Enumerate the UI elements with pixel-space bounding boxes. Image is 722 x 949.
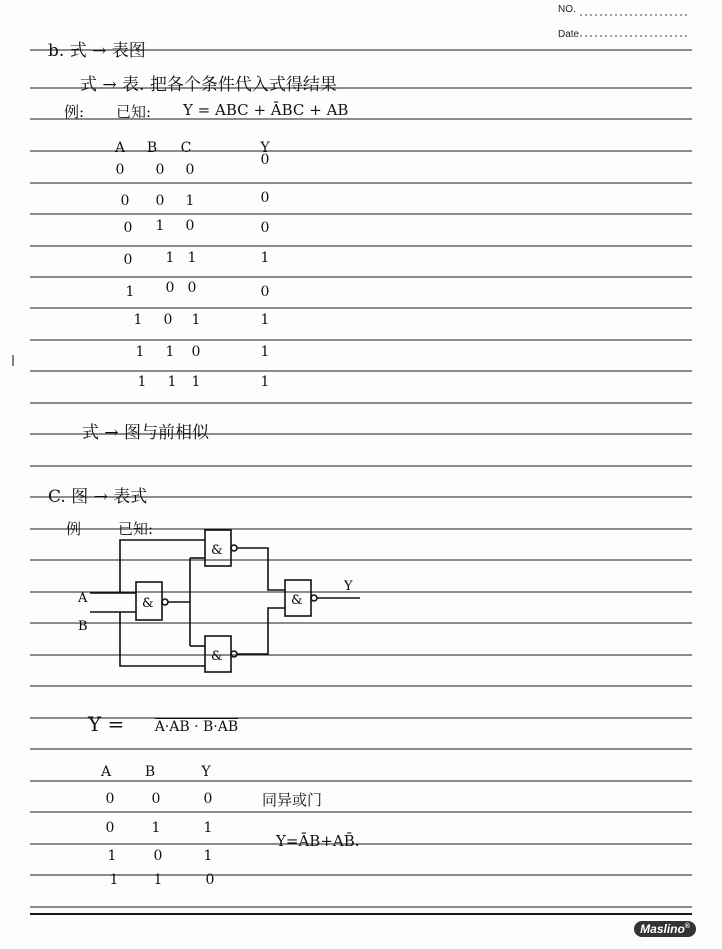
registered-mark: ® (684, 923, 690, 930)
cell: 0 (123, 252, 133, 268)
note-same-as-xor: 同异或门 (262, 791, 323, 809)
cell: 1 (260, 374, 270, 390)
plus-2: + (309, 101, 322, 119)
formula-to-table-line: 式 → 表. 把各个条件代入式得结果 (80, 75, 337, 95)
example-given: 已知: (116, 103, 152, 121)
inverter-bubble-3 (231, 651, 237, 657)
inverter-bubble-1 (162, 599, 168, 605)
output-equation (88, 712, 238, 736)
cell: 0 (105, 820, 115, 836)
input-b-label: B (78, 619, 88, 634)
brand-logo (634, 921, 696, 937)
cell: 0 (120, 193, 130, 209)
cell: 1 (151, 820, 161, 836)
header-c: C (180, 140, 192, 156)
cell: 0 (260, 220, 270, 236)
inverter-bubble-2 (231, 545, 237, 551)
cell: 0 (165, 280, 175, 296)
header-a-c: A (100, 764, 112, 780)
cell: 1 (260, 344, 270, 360)
equation-lhs: Y = (183, 101, 211, 119)
example-given-c: 已知: (118, 520, 154, 538)
cell: 0 (203, 791, 213, 807)
header-b-c: B (144, 764, 156, 780)
cell: 1 (153, 872, 163, 888)
cell: 0 (260, 190, 270, 206)
nand-circuit-diagram (60, 518, 380, 678)
equation-rhs-c: A·AB · B·AB (154, 719, 239, 735)
term-2: ĀBC (270, 101, 305, 119)
input-a-label: A (78, 591, 88, 606)
cell: 1 (133, 312, 143, 328)
plus-1: + (253, 101, 267, 119)
cell: 1 (109, 872, 119, 888)
gate-3-symbol: & (211, 649, 223, 664)
header-y: Y (260, 140, 270, 156)
cell: 0 (151, 791, 161, 807)
cell: 0 (163, 312, 173, 328)
brand-name: Maslino (640, 922, 685, 936)
term-3: AB (326, 101, 349, 119)
header-b: B (146, 140, 158, 156)
cell: 1 (167, 374, 177, 390)
cell: 1 (125, 284, 135, 300)
cell: 0 (205, 872, 215, 888)
header-y-c: Y (201, 764, 211, 780)
cell: 0 (185, 162, 195, 178)
section-c-heading: C. 图 → 表式 (48, 487, 148, 507)
cell: 1 (191, 312, 201, 328)
cell: 1 (165, 344, 175, 360)
cell: 1 (137, 374, 147, 390)
example-prefix: 例: (64, 103, 85, 121)
gate-1-symbol: & (142, 596, 154, 611)
cell: 1 (260, 312, 270, 328)
cell: 0 (260, 152, 270, 168)
cell: 1 (191, 374, 201, 390)
cell: 0 (153, 848, 163, 864)
cell: 0 (187, 280, 197, 296)
term-1: ABC (215, 101, 249, 119)
gate-2-symbol: & (211, 543, 223, 558)
example-equation (183, 101, 348, 119)
cell: 1 (135, 344, 145, 360)
date-label: Date (558, 29, 580, 40)
formula-to-diagram-line: 式 → 图与前相似 (82, 423, 210, 443)
cell: 0 (185, 218, 195, 234)
cell: 1 (203, 820, 213, 836)
cell: 0 (115, 162, 125, 178)
inverter-bubble-4 (311, 595, 317, 601)
cell: 1 (107, 848, 117, 864)
number-label: NO. (558, 4, 576, 15)
cell: 0 (123, 220, 133, 236)
example-prefix-c: 例 (66, 520, 82, 538)
cell: 0 (191, 344, 201, 360)
cell: 0 (155, 162, 165, 178)
header-a: A (114, 140, 126, 156)
cell: 1 (203, 848, 213, 864)
cell: 1 (260, 250, 270, 266)
gate-4-symbol: & (291, 593, 303, 608)
cell: 0 (105, 791, 115, 807)
note-xor-formula: Y=ĀB+AB̄. (276, 832, 360, 850)
cell: 1 (187, 250, 197, 266)
cell: 1 (155, 218, 165, 234)
cell: 1 (165, 250, 175, 266)
equation-lhs-c: Y = (88, 712, 125, 736)
section-b-heading: b. 式 → 表图 (48, 41, 146, 61)
output-y-label: Y (344, 579, 353, 594)
cell: 0 (155, 193, 165, 209)
cell: 1 (185, 193, 195, 209)
cell: 0 (260, 284, 270, 300)
